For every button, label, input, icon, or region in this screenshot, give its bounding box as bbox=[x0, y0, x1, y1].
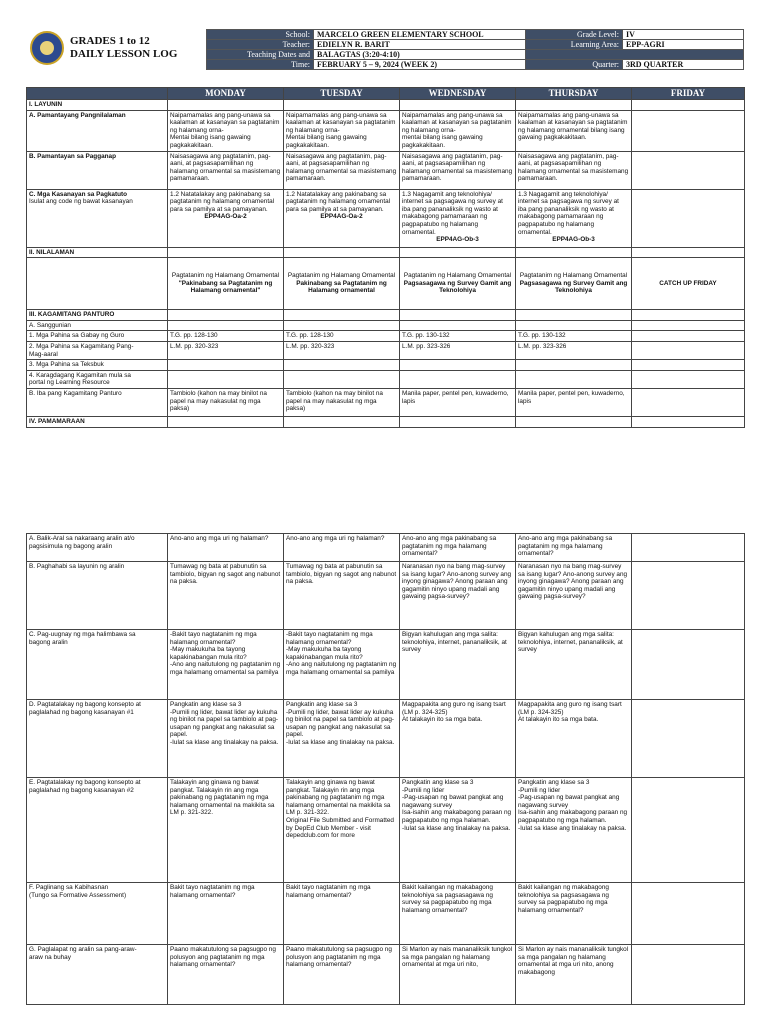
row-label: D. Pagtatalakay ng bagong konsepto at paglalahad ng bagong kasanayan #1 bbox=[27, 700, 168, 778]
day-cell: 1.3 Nagagamit ang teknolohiya/ internet sa pagsagawa ng survey at iba pang pananaliksik ng wasto at makabagong pamamaraan ng pagpapatubo ng halamang ornamental. EPP4AG-Ob-3 bbox=[516, 189, 632, 247]
table-row bbox=[27, 630, 745, 700]
section-title: II. NILALAMAN bbox=[27, 247, 168, 258]
row-label: C. Pag-uugnay ng mga halimbawa sa bagong aralin bbox=[27, 630, 168, 700]
table-row bbox=[27, 370, 745, 388]
row-label: E. Pagtatalakay ng bagong konsepto at paglalahad ng bagong kasanayan #2 bbox=[27, 778, 168, 883]
section-row-kagamitan bbox=[27, 310, 745, 321]
day-cell bbox=[516, 320, 632, 331]
section-row-layunin bbox=[27, 100, 745, 111]
dates-label: Teaching Dates and bbox=[207, 50, 314, 60]
table-row bbox=[27, 189, 745, 247]
day-cell: Naisasagawa ang pagtatanim, pag-aani, at pagsasapamilihan ng halamang ornamental sa masistemang pamamaraan. bbox=[284, 151, 400, 189]
day-cell: L.M. pp. 323-326 bbox=[516, 341, 632, 359]
quarter-label: Quarter: bbox=[526, 60, 623, 70]
day-cell: Bakit kailangan ng makabagong teknolohiya sa pagsasagawa ng survey sa pagpapatubo ng mga halamang ornamental? bbox=[516, 883, 632, 945]
row-label: 2. Mga Pahina sa Kagamitang Pang- Mag-aaral bbox=[27, 341, 168, 359]
day-header-tuesday: TUESDAY bbox=[284, 88, 400, 100]
row-label: B. Pamantayan sa Pagganap bbox=[27, 151, 168, 189]
day-cell bbox=[632, 189, 745, 247]
row-label: 1. Mga Pahina sa Gabay ng Guro bbox=[27, 331, 168, 342]
day-cell: Tambiolo (kahon na may binilot na papel na may nakasulat ng mga paksa) bbox=[168, 388, 284, 416]
day-cell bbox=[632, 331, 745, 342]
day-cell bbox=[632, 630, 745, 700]
day-cell: Naipamamalas ang pang-unawa sa kaalaman at kasanayan sa pagtatanim ng halamang orna- Mentai bilang isang gawaing pagkakakitaan. bbox=[168, 110, 284, 151]
day-cell: T.G. pp. 128-130 bbox=[168, 331, 284, 342]
day-cell: Naisasagawa ang pagtatanim, pag-aani, at pagsasapamilihan ng halamang ornamental sa masistemang pamamaraan. bbox=[516, 151, 632, 189]
competency-code: EPP4AG-Ob-3 bbox=[436, 236, 479, 244]
nilalaman-cell: Pagtatanim ng Halamang Ornamental Pagsasagawa ng Survey Gamit ang Teknolohiya bbox=[400, 258, 516, 310]
day-cell bbox=[168, 320, 284, 331]
row-label: A. Sanggunian bbox=[27, 320, 168, 331]
day-cell bbox=[632, 883, 745, 945]
lesson-table-part-2 bbox=[26, 533, 744, 1005]
day-cell: Paano makatutulong sa pagsugpo ng polusyon ang pagtatanim ng mga halamang ornamental? bbox=[168, 945, 284, 1005]
day-cell: Pangkatin ang klase sa 3 -Pumili ng lider -Pag-usapan ng bawat pangkat ang nagawang survey Isa-isahin ang makabagong paraan ng pagpapatubo ng mga halaman. -Iulat sa klase ang tinalakay na paksa. bbox=[516, 778, 632, 883]
table-row bbox=[27, 331, 745, 342]
row-label: C. Mga Kasanayan sa Pagkatuto Isulat ang code ng bawat kasanayan bbox=[27, 189, 168, 247]
day-cell: Ano-ano ang mga pakinabang sa pagtatanim ng mga halamang ornamental? bbox=[516, 534, 632, 562]
day-header-thursday: THURSDAY bbox=[516, 88, 632, 100]
time-value: FEBRUARY 5 – 9, 2024 (WEEK 2) bbox=[314, 60, 526, 70]
lesson-table-procedure bbox=[26, 533, 745, 1005]
nilalaman-label-cell bbox=[27, 258, 168, 310]
day-cell: T.G. pp. 130-132 bbox=[516, 331, 632, 342]
teacher-label: Teacher: bbox=[207, 40, 314, 50]
grade-label: Grade Level: bbox=[526, 30, 623, 40]
nilalaman-cell: Pagtatanim ng Halamang Ornamental Pakinabang sa Pagtatanim ng Halamang ornamental bbox=[284, 258, 400, 310]
catch-up-friday: CATCH UP FRIDAY bbox=[632, 258, 745, 310]
day-cell: Tumawag ng bata at pabunutin sa tambiolo, bigyan ng sagot ang nabunot na paksa. bbox=[168, 562, 284, 630]
day-cell: Talakayin ang ginawa ng bawat pangkat. Talakayin rin ang mga pakinabang ng pagtatanim ng mga halamang ornamental na makikita sa LM p. 321-322. Original File Submitted and Formatted by DepEd Club Member - visit depedclub.com for more bbox=[284, 778, 400, 883]
day-cell bbox=[284, 320, 400, 331]
day-cell: T.G. pp. 130-132 bbox=[400, 331, 516, 342]
day-cell bbox=[168, 370, 284, 388]
day-cell: L.M. pp. 320-323 bbox=[168, 341, 284, 359]
section-title: III. KAGAMITANG PANTURO bbox=[27, 310, 168, 321]
row-label: B. Iba pang Kagamitang Panturo bbox=[27, 388, 168, 416]
day-cell: 1.2 Natatalakay ang pakinabang sa pagtatanim ng halamang ornamental para sa pamilya at sa pamayanan. EPP4AG-Oa-2 bbox=[168, 189, 284, 247]
day-cell bbox=[632, 945, 745, 1005]
row-label: F. Paglinang sa Kabihasnan (Tungo sa Formative Assessment) bbox=[27, 883, 168, 945]
row-label: A. Pamantayang Pangnilalaman bbox=[27, 110, 168, 151]
day-cell bbox=[284, 360, 400, 371]
day-cell bbox=[400, 320, 516, 331]
teacher-value: EDIELYN R. BARIT bbox=[314, 40, 526, 50]
day-cell: -Bakit tayo nagtatanim ng mga halamang ornamental? -May makukuha ba tayong kapakinabangan mula rito? -Ano ang naitutulong ng pagtatanim ng mga halamang ornamental sa pamilya bbox=[168, 630, 284, 700]
day-cell: Pangkatin ang klase sa 3 -Pumili ng lider, bawat lider ay kukuha ng binilot na papel sa tambiolo at pag-usapan ng pangkat ang nakasulat sa papel. -Iulat sa klase ang tinalakay na paksa. bbox=[284, 700, 400, 778]
table-row bbox=[27, 778, 745, 883]
day-cell: Ano-ano ang mga uri ng halaman? bbox=[168, 534, 284, 562]
day-cell: Naranasan nyo na bang mag-survey sa isang lugar? Ano-anong survey ang inyong ginagawa? Anong paraan ang gagamitin ninyo upang madali ang gawaing pagsa-survey? bbox=[400, 562, 516, 630]
day-cell: Naranasan nyo na bang mag-survey sa isang lugar? Ano-anong survey ang inyong ginagawa? Anong paraan ang gagamitin ninyo upang madali ang gawaing pagsa-survey? bbox=[516, 562, 632, 630]
day-cell bbox=[400, 360, 516, 371]
quarter-value: 3RD QUARTER bbox=[623, 60, 744, 70]
lesson-table-top bbox=[26, 87, 745, 428]
day-cell: -Bakit tayo nagtatanim ng mga halamang ornamental? -May makukuha ba tayong kapakinabangan mula rito? -Ano ang naitutulong ng pagtatanim ng mga halamang ornamental sa pamilya bbox=[284, 630, 400, 700]
lesson-table-part-1 bbox=[26, 87, 744, 428]
day-cell: Pangkatin ang klase sa 3 -Pumili ng lider, bawat lider ay kukuha ng binilot na papel sa tambiolo at pag-usapan ng pangkat ang nakasulat sa papel. -Iulat sa klase ang tinalakay na paksa. bbox=[168, 700, 284, 778]
table-row bbox=[27, 883, 745, 945]
area-value: EPP-AGRI bbox=[623, 40, 744, 50]
day-cell: Naipamamalas ang pang-unawa sa kaalaman at kasanayan sa pagtatanim ng halamang ornamental bilang isang gawaing pagkakakitaan. bbox=[516, 110, 632, 151]
day-cell bbox=[400, 370, 516, 388]
competency-code: EPP4AG-Oa-2 bbox=[320, 213, 363, 221]
table-row bbox=[27, 562, 745, 630]
nilalaman-row bbox=[27, 258, 745, 310]
day-cell bbox=[168, 360, 284, 371]
row-label: A. Balik-Aral sa nakaraang aralin at/o pagsisimula ng bagong aralin bbox=[27, 534, 168, 562]
day-cell bbox=[632, 370, 745, 388]
day-cell: Bakit kailangan ng makabagong teknolohiya sa pagsasagawa ng survey sa pagpapatubo ng mga halamang ornamental? bbox=[400, 883, 516, 945]
day-header-friday: FRIDAY bbox=[632, 88, 745, 100]
document-header bbox=[26, 27, 744, 75]
deped-seal-icon bbox=[30, 31, 64, 65]
day-cell bbox=[632, 360, 745, 371]
section-row-pamamaraan bbox=[27, 416, 745, 427]
day-cell: Bakit tayo nagtatanim ng mga halamang ornamental? bbox=[168, 883, 284, 945]
day-cell: Si Marlon ay nais mananaliksik tungkol sa mga pangalan ng halamang ornamental at mga uri nito, anong makabagong bbox=[516, 945, 632, 1005]
day-cell: Naisasagawa ang pagtatanim, pag-aani, at pagsasapamilihan ng halamang ornamental sa masistemang pamamaraan. bbox=[400, 151, 516, 189]
day-cell: Tumawag ng bata at pabunutin sa tambiolo, bigyan ng sagot ang nabunot na paksa. bbox=[284, 562, 400, 630]
row-label: 3. Mga Pahina sa Teksbuk bbox=[27, 360, 168, 371]
row-label: B. Paghahabi sa layunin ng aralin bbox=[27, 562, 168, 630]
day-cell: T.G. pp. 128-130 bbox=[284, 331, 400, 342]
row-label: 4. Karagdagang Kagamitan mula sa portal ng Learning Resource bbox=[27, 370, 168, 388]
day-cell: 1.2 Natatalakay ang pakinabang sa pagtatanim ng halamang ornamental para sa pamilya at sa pamayanan. EPP4AG-Oa-2 bbox=[284, 189, 400, 247]
day-cell: Talakayin ang ginawa ng bawat pangkat. Talakayin rin ang mga pakinabang ng pagtatanim ng mga halamang ornamental na makikita sa LM p. 321-322. bbox=[168, 778, 284, 883]
day-cell bbox=[632, 388, 745, 416]
day-header-row bbox=[27, 88, 745, 100]
section-title: IV. PAMAMARAAN bbox=[27, 416, 168, 427]
day-cell bbox=[632, 320, 745, 331]
day-cell: Pangkatin ang klase sa 3 -Pumili ng lider -Pag-usapan ng bawat pangkat ang nagawang survey Isa-isahin ang makabagong paraan ng pagpapatubo ng mga halaman. -Iulat sa klase ang tinalakay na paksa. bbox=[400, 778, 516, 883]
school-value: MARCELO GREEN ELEMENTARY SCHOOL bbox=[314, 30, 526, 40]
day-cell: Naipamamalas ang pang-unawa sa kaalaman at kasanayan sa pagtatanim ng halamang orna- Mentai bilang isang gawaing pagkakakitaan. bbox=[284, 110, 400, 151]
table-row bbox=[27, 151, 745, 189]
table-row bbox=[27, 110, 745, 151]
day-cell bbox=[632, 534, 745, 562]
day-cell bbox=[516, 360, 632, 371]
day-cell: Ano-ano ang mga uri ng halaman? bbox=[284, 534, 400, 562]
day-cell: Tambiolo (kahon na may binilot na papel na may nakasulat ng mga paksa) bbox=[284, 388, 400, 416]
document-title bbox=[70, 35, 177, 61]
nilalaman-cell: Pagtatanim ng Halamang Ornamental Pagsasagawa ng Survey Gamit ang Teknolohiya bbox=[516, 258, 632, 310]
day-cell: Si Marlon ay nais mananaliksik tungkol sa mga pangalan ng halamang ornamental at mga uri nito, bbox=[400, 945, 516, 1005]
day-cell bbox=[284, 370, 400, 388]
section-row-nilalaman bbox=[27, 247, 745, 258]
day-cell: Magpapakita ang guro ng isang tsart (LM p. 324-325) At talakayin ito sa mga bata. bbox=[516, 700, 632, 778]
dates-value: BALAGTAS (3:20-4:10) bbox=[314, 50, 526, 60]
table-row bbox=[27, 945, 745, 1005]
day-cell bbox=[632, 341, 745, 359]
row-label: G. Paglalapat ng aralin sa pang-araw- araw na buhay bbox=[27, 945, 168, 1005]
day-cell bbox=[632, 778, 745, 883]
section-title: I. LAYUNIN bbox=[27, 100, 168, 111]
table-row bbox=[27, 360, 745, 371]
school-label: School: bbox=[207, 30, 314, 40]
header-info-table bbox=[206, 29, 744, 70]
table-row bbox=[27, 534, 745, 562]
day-cell: Bigyan kahulugan ang mga salita: teknolohiya, internet, pananaliksik, at survey bbox=[516, 630, 632, 700]
competency-code: EPP4AG-Oa-2 bbox=[204, 213, 247, 221]
day-cell: Manila paper, pentel pen, kuwaderno, lapis bbox=[516, 388, 632, 416]
day-cell: L.M. pp. 323-326 bbox=[400, 341, 516, 359]
day-cell: Paano makatutulong sa pagsugpo ng polusyon ang pagtatanim ng mga halamang ornamental? bbox=[284, 945, 400, 1005]
time-label: Time: bbox=[207, 60, 314, 70]
day-cell bbox=[632, 562, 745, 630]
day-cell bbox=[516, 370, 632, 388]
day-cell: Naisasagawa ang pagtatanim, pag-aani, at pagsasapamilihan ng halamang ornamental sa masistemang pamamaraan. bbox=[168, 151, 284, 189]
day-cell: Bakit tayo nagtatanim ng mga halamang ornamental? bbox=[284, 883, 400, 945]
day-header-monday: MONDAY bbox=[168, 88, 284, 100]
table-row bbox=[27, 388, 745, 416]
title-line-1: GRADES 1 to 12 bbox=[70, 35, 150, 47]
header-blank-cell bbox=[526, 50, 744, 60]
competency-code: EPP4AG-Ob-3 bbox=[552, 236, 595, 244]
table-row bbox=[27, 700, 745, 778]
day-cell bbox=[632, 151, 745, 189]
day-cell: L.M. pp. 320-323 bbox=[284, 341, 400, 359]
title-line-2: DAILY LESSON LOG bbox=[70, 48, 178, 60]
day-header-blank bbox=[27, 88, 168, 100]
day-cell bbox=[632, 700, 745, 778]
day-cell: Magpapakita ang guro ng isang tsart (LM p. 324-325) At talakayin ito sa mga bata. bbox=[400, 700, 516, 778]
day-cell bbox=[632, 110, 745, 151]
nilalaman-cell: Pagtatanim ng Halamang Ornamental "Pakinabang sa Pagtatanim ng Halamang ornamental" bbox=[168, 258, 284, 310]
day-cell: Manila paper, pentel pen, kuwaderno, lapis bbox=[400, 388, 516, 416]
day-cell: 1.3 Nagagamit ang teknolohiya/ internet sa pagsagawa ng survey at iba pang pananaliksik ng wasto at makabagong pamamaraan ng pagpapatubo ng halamang ornamental. EPP4AG-Ob-3 bbox=[400, 189, 516, 247]
table-row bbox=[27, 341, 745, 359]
grade-value: IV bbox=[623, 30, 744, 40]
day-header-wednesday: WEDNESDAY bbox=[400, 88, 516, 100]
day-cell: Bigyan kahulugan ang mga salita: teknolohiya, internet, pananaliksik, at survey bbox=[400, 630, 516, 700]
table-row bbox=[27, 320, 745, 331]
day-cell: Ano-ano ang mga pakinabang sa pagtatanim ng mga halamang ornamental? bbox=[400, 534, 516, 562]
day-cell: Naipamamalas ang pang-unawa sa kaalaman at kasanayan sa pagtatanim ng halamang orna- mentai bilang isang gawaing pagkakakitaan. bbox=[400, 110, 516, 151]
area-label: Learning Area: bbox=[526, 40, 623, 50]
